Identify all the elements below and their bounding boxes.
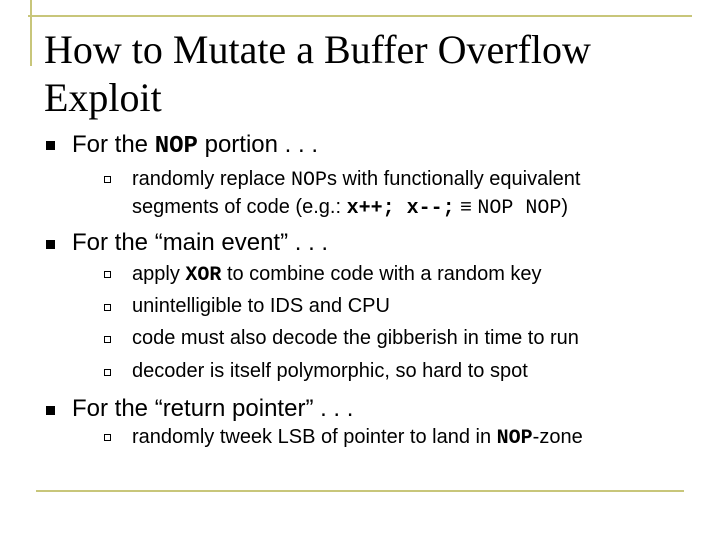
sub-bullet-apply-xor: apply XOR to combine code with a random key <box>132 263 542 287</box>
hollow-square-bullet-icon <box>104 434 111 441</box>
slide-title <box>44 26 684 122</box>
top-rule <box>28 15 692 17</box>
title-line-1: How to Mutate a Buffer Overflow <box>44 27 591 72</box>
bullet-main-event: For the “main event” . . . <box>72 229 329 256</box>
hollow-square-bullet-icon <box>104 271 111 278</box>
square-bullet-icon <box>46 240 55 249</box>
bottom-rule <box>36 490 684 492</box>
sub-bullet-replace-nops: randomly replace NOPs with functionally equivalent <box>132 168 581 192</box>
title-line-2: Exploit <box>44 75 162 120</box>
sub-bullet-decode-gibberish: code must also decode the gibberish in time to run <box>132 327 579 349</box>
left-rule <box>30 0 32 66</box>
hollow-square-bullet-icon <box>104 176 111 183</box>
hollow-square-bullet-icon <box>104 369 111 376</box>
square-bullet-icon <box>46 141 55 150</box>
sub-bullet-replace-nops-cont: segments of code (e.g.: x++; x--; ≡ NOP NOP) <box>132 196 569 220</box>
square-bullet-icon <box>46 406 55 415</box>
hollow-square-bullet-icon <box>104 304 111 311</box>
sub-bullet-polymorphic: decoder is itself polymorphic, so hard to spot <box>132 360 528 382</box>
bullet-return-pointer: For the “return pointer” . . . <box>72 395 354 422</box>
hollow-square-bullet-icon <box>104 336 111 343</box>
bullet-nop-portion: For the NOP portion . . . <box>72 131 318 160</box>
sub-bullet-tweek-lsb: randomly tweek LSB of pointer to land in NOP-zone <box>132 426 583 450</box>
sub-bullet-unintelligible: unintelligible to IDS and CPU <box>132 295 390 317</box>
